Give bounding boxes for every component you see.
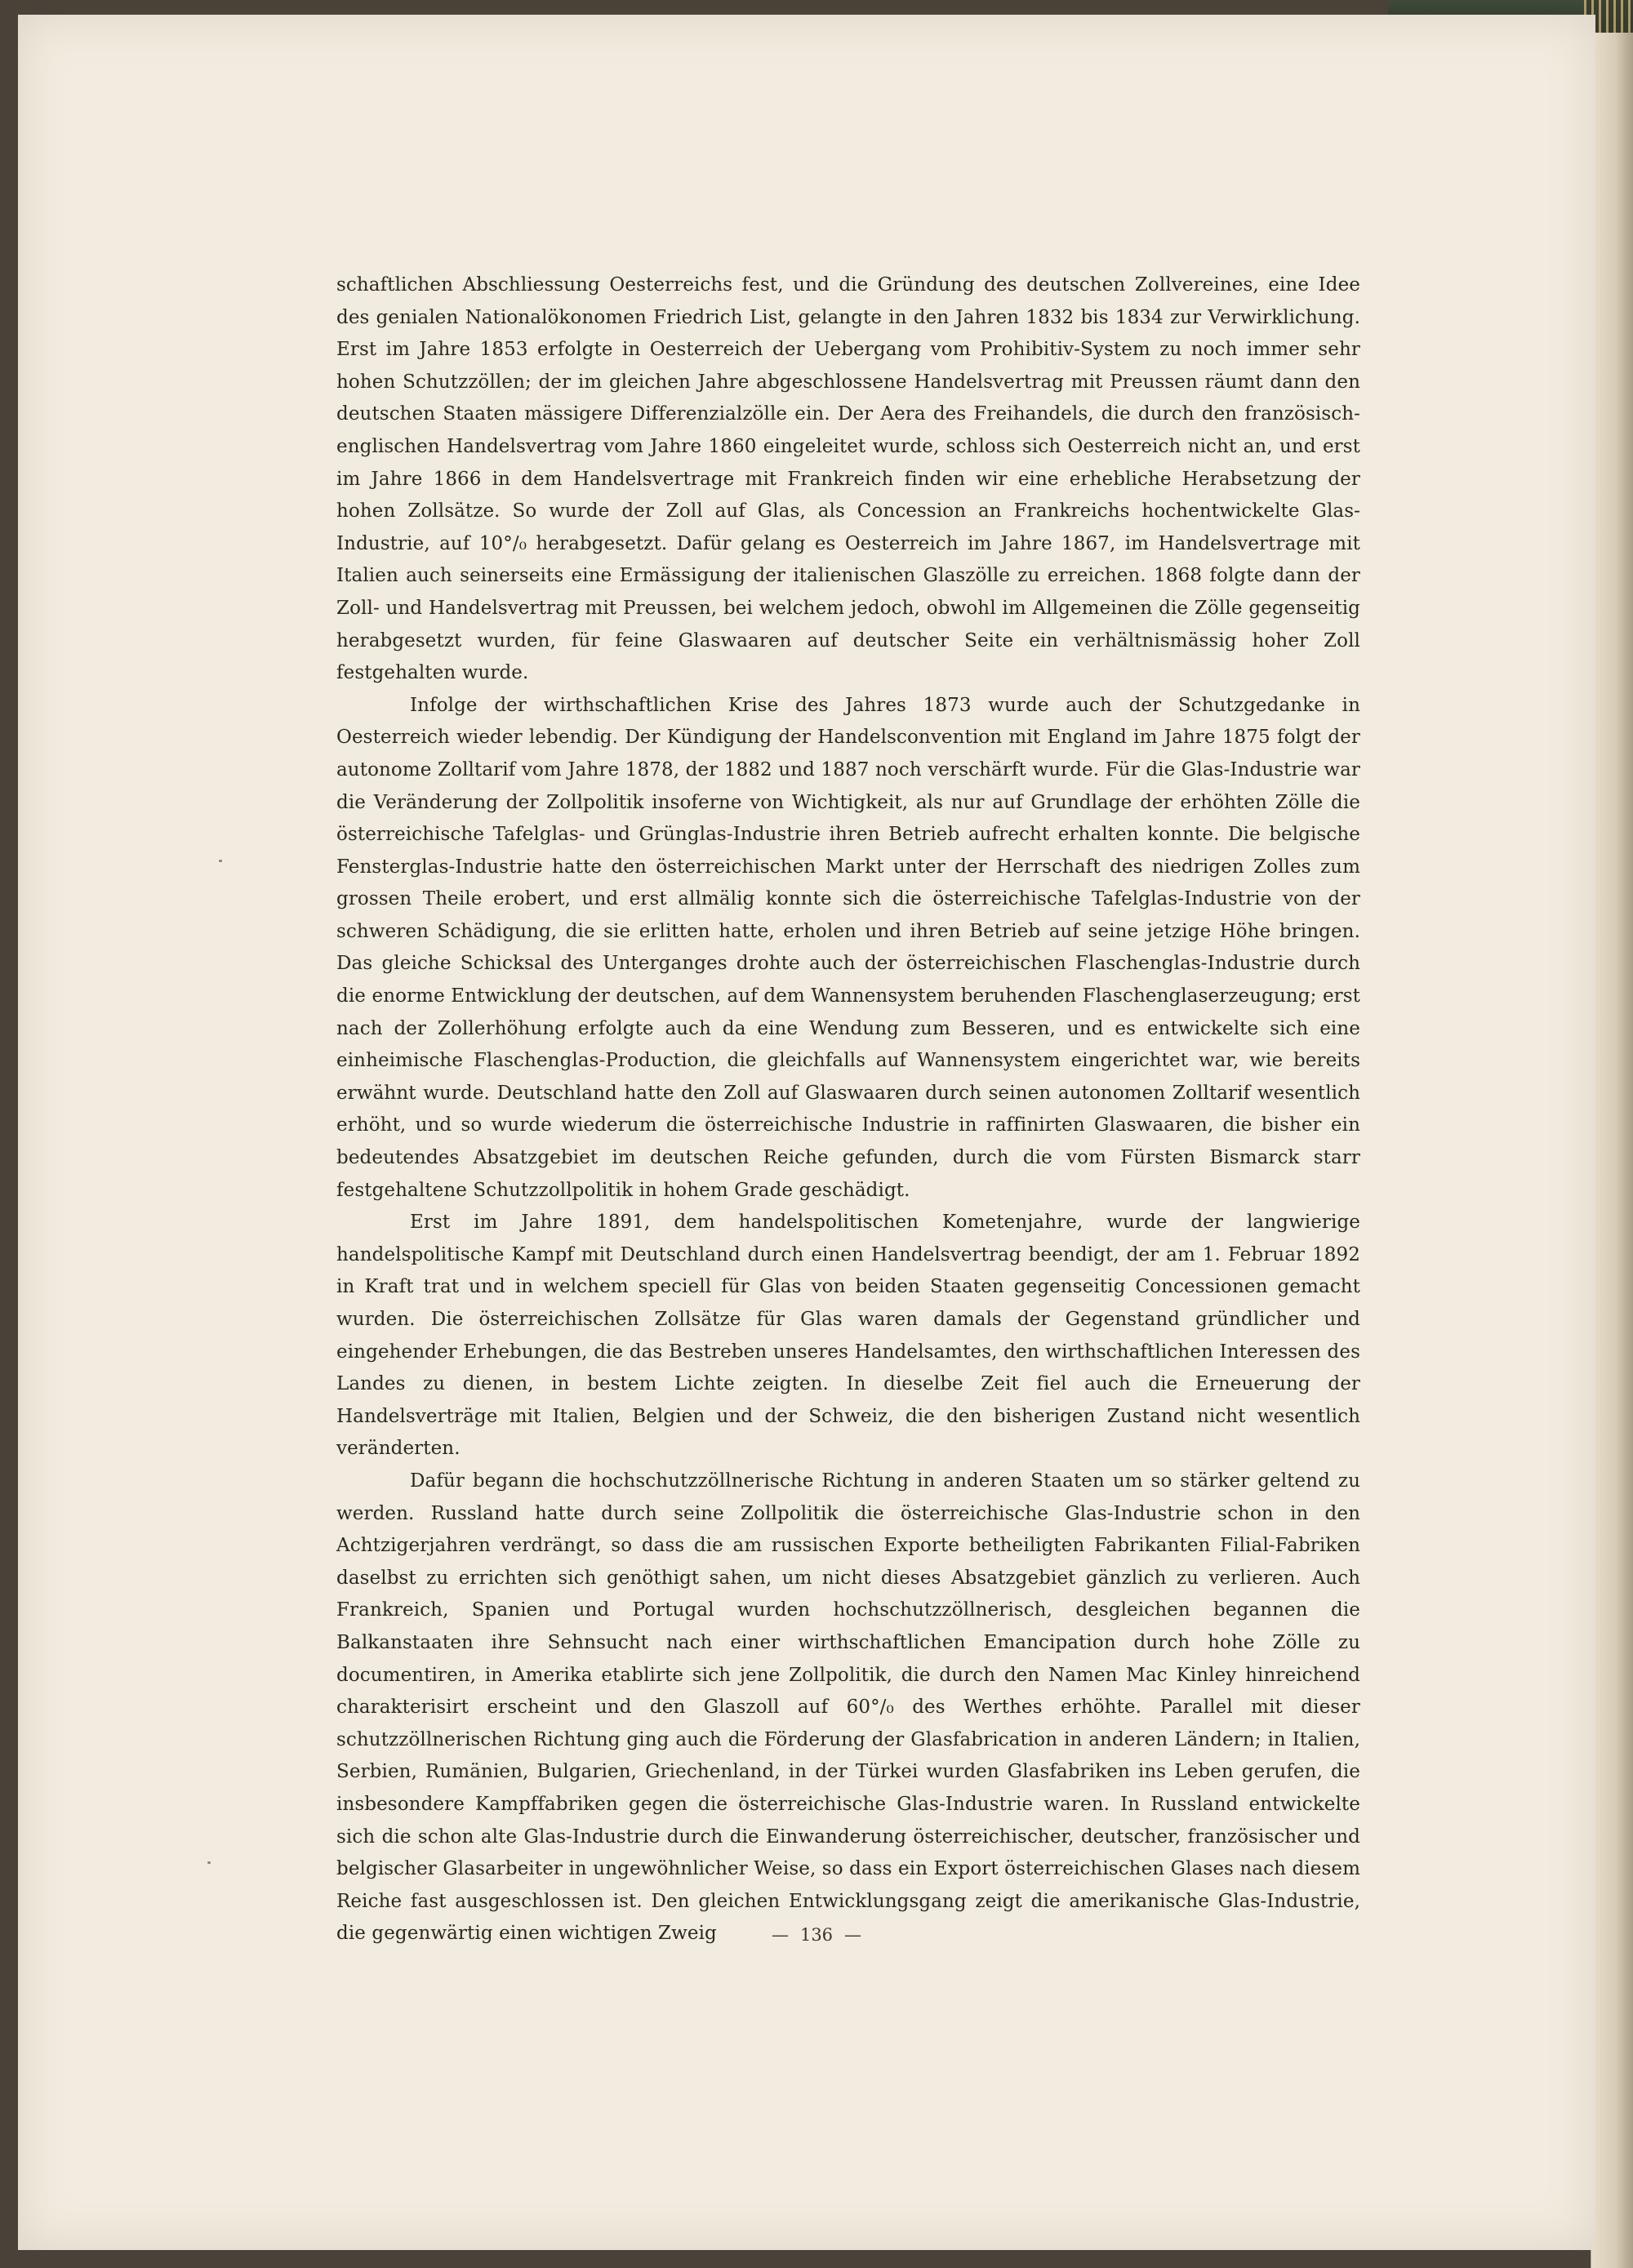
body-text bbox=[336, 269, 1360, 1950]
folio-dash-right: — bbox=[844, 1925, 862, 1945]
paper-speck bbox=[207, 1861, 211, 1864]
paragraph: schaftlichen Abschliessung Oesterreichs fest, und die Gründung des deutschen Zollvereines, eine Idee des genialen Nationalökonomen Friedrich List, gelangte in den Jahren 1832 bis 1834 zur Verwirklichung. Erst im Jahre 1853 erfolgte in Oesterreich der Uebergang vom Prohibitiv-System zu noch immer sehr hohen Schutzzöllen; der im gleichen Jahre abgeschlossene Handelsvertrag mit Preussen räumt dann den deutschen Staaten mässigere Differenzialzölle ein. Der Aera des Freihandels, die durch den französisch-englischen Handelsvertrag vom Jahre 1860 eingeleitet wurde, schloss sich Oesterreich nicht an, und erst im Jahre 1866 in dem Handelsvertrage mit Frankreich finden wir eine erhebliche Herabsetzung der hohen Zollsätze. So wurde der Zoll auf Glas, als Concession an Frankreichs hochentwickelte Glas-Industrie, auf 10°/₀ herabgesetzt. Dafür gelang es Oesterreich im Jahre 1867, im Handelsvertrage mit Italien auch seinerseits eine Ermässigung der italienischen Glaszölle zu erreichen. 1868 folgte dann der Zoll- und Handelsvertrag mit Preussen, bei welchem jedoch, obwohl im Allgemeinen die Zölle gegenseitig herabgesetzt wurden, für feine Glaswaaren auf deutscher Seite ein verhältnismässig hoher Zoll festgehalten wurde. bbox=[336, 274, 1360, 684]
paper-speck bbox=[219, 860, 222, 862]
page-number: 136 bbox=[799, 1925, 834, 1945]
paragraph: Dafür begann die hochschutzzöllnerische Richtung in anderen Staaten um so stärker geltend zu werden. Russland hatte durch seine Zollpolitik die österreichische Glas-Industrie schon in den Achtzigerjahren verdrängt, so dass die am russischen Exporte betheiligten Fabrikanten Filial-Fabriken daselbst zu errichten sich genöthigt sahen, um nicht dieses Absatzgebiet gänzlich zu verlieren. Auch Frankreich, Spanien und Portugal wurden hochschutzzöllnerisch, desgleichen begannen die Balkanstaaten ihre Sehnsucht nach einer wirthschaftlichen Emancipation durch hohe Zölle zu documentiren, in Amerika etablirte sich jene Zollpolitik, die durch den Namen Mac Kinley hinreichend charakterisirt erscheint und den Glaszoll auf 60°/₀ des Werthes erhöhte. Parallel mit dieser schutzzöllnerischen Richtung ging auch die Förderung der Glasfabrication in anderen Ländern; in Italien, Serbien, Rumänien, Bulgarien, Griechenland, in der Türkei wurden Glasfabriken ins Leben gerufen, die insbesondere Kampffabriken gegen die österreichische Glas-Industrie waren. In Russland entwickelte sich die schon alte Glas-Industrie durch die Einwanderung österreichischer, deutscher, französischer und belgischer Glasarbeiter in ungewöhnlicher Weise, so dass ein Export österreichischen Glases nach diesem Reiche fast ausgeschlossen ist. Den gleichen Entwicklungsgang zeigt die amerikanische Glas-Industrie, die gegenwärtig einen wichtigen Zweig bbox=[336, 1470, 1360, 1945]
paragraph: Erst im Jahre 1891, dem handelspolitischen Kometenjahre, wurde der langwierige handelspolitische Kampf mit Deutschland durch einen Handelsvertrag beendigt, der am 1. Februar 1892 in Kraft trat und in welchem speciell für Glas von beiden Staaten gegenseitig Concessionen gemacht wurden. Die österreichischen Zollsätze für Glas waren damals der Gegenstand gründlicher und eingehender Erhebungen, die das Bestreben unseres Handelsamtes, den wirthschaftlichen Interessen des Landes zu dienen, in bestem Lichte zeigten. In dieselbe Zeit fiel auch die Erneuerung der Handelsverträge mit Italien, Belgien und der Schweiz, die den bisherigen Zustand nicht wesentlich veränderten. bbox=[336, 1212, 1360, 1460]
paragraph: Infolge der wirthschaftlichen Krise des Jahres 1873 wurde auch der Schutzgedanke in Oesterreich wieder lebendig. Der Kündigung der Handelsconvention mit England im Jahre 1875 folgt der autonome Zolltarif vom Jahre 1878, der 1882 und 1887 noch verschärft wurde. Für die Glas-Industrie war die Veränderung der Zollpolitik insoferne von Wichtigkeit, als nur auf Grundlage der erhöhten Zölle die österreichische Tafelglas- und Grünglas-Industrie ihren Betrieb aufrecht erhalten konnte. Die belgische Fensterglas-Industrie hatte den österreichischen Markt unter der Herrschaft des niedrigen Zolles zum grossen Theile erobert, und erst allmälig konnte sich die österreichische Tafelglas-Industrie von der schweren Schädigung, die sie erlitten hatte, erholen und ihren Betrieb auf seine jetzige Höhe bringen. Das gleiche Schicksal des Unterganges drohte auch der österreichischen Flaschenglas-Industrie durch die enorme Entwicklung der deutschen, auf dem Wannensystem beruhenden Flaschenglaserzeugung; erst nach der Zollerhöhung erfolgte auch da eine Wendung zum Besseren, und es entwickelte sich eine einheimische Flaschenglas-Production, die gleichfalls auf Wannensystem eingerichtet war, wie bereits erwähnt wurde. Deutschland hatte den Zoll auf Glaswaaren durch seinen autonomen Zolltarif wesentlich erhöht, und so wurde wiederum die österreichische Industrie in raffinirten Glaswaaren, die bisher ein bedeutendes Absatzgebiet im deutschen Reiche gefunden, durch die vom Fürsten Bismarck starr festgehaltene Schutzzollpolitik in hohem Grade geschädigt. bbox=[336, 694, 1360, 1201]
page-footer bbox=[0, 1925, 1633, 1945]
folio-dash-left: — bbox=[771, 1925, 789, 1945]
